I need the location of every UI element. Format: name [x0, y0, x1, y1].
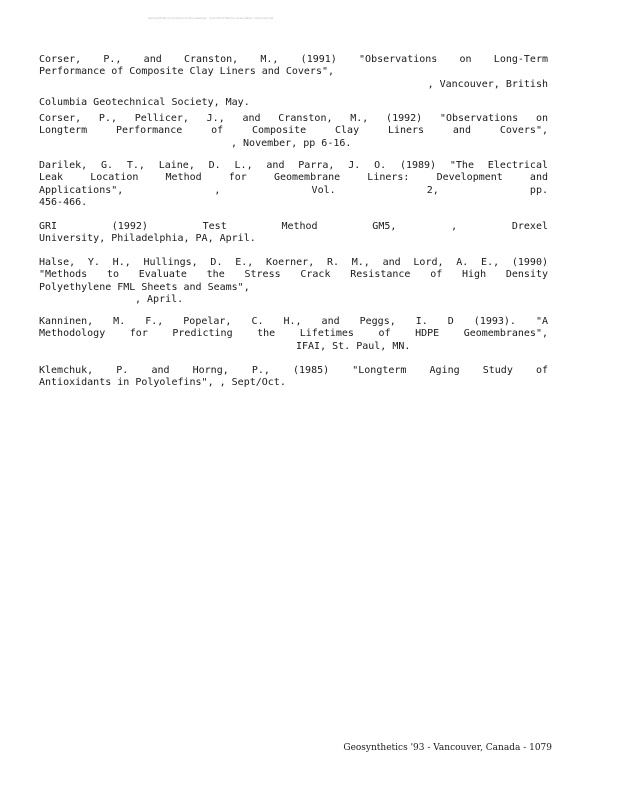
- reference-klemchuk-1985: [39, 365, 548, 390]
- reference-line: , November, pp 6-16.: [231, 137, 352, 149]
- reference-line: GRI (1992) Test Method GM5, , Drexel: [39, 221, 548, 232]
- reference-corser-1991: [39, 54, 548, 110]
- reference-line: IFAI, St. Paul, MN.: [296, 340, 411, 352]
- reference-line: Leak Location Method for Geomembrane Liners: Development and: [39, 172, 548, 184]
- reference-line: Applications", , Vol. 2, pp.: [39, 184, 548, 196]
- reference-line: Darilek, G. T., Laine, D. L., and Parra, J. O. (1989) "The Electrical: [39, 160, 548, 171]
- reference-line: Polyethylene FML Sheets and Seams",: [39, 281, 250, 293]
- reference-halse-1990: [39, 257, 548, 307]
- reference-line: Corser, P., Pellicer, J., and Cranston, M., (1992) "Observations on: [39, 113, 548, 124]
- reference-line: Methodology for Predicting the Lifetimes of HDPE Geomembranes",: [39, 328, 548, 340]
- reference-line: Klemchuk, P. and Horng, P., (1985) "Longterm Aging Study of: [39, 365, 548, 376]
- reference-line: Longterm Performance of Composite Clay Liners and Covers",: [39, 125, 548, 137]
- reference-corser-1992: [39, 113, 548, 150]
- reference-line: Kanninen, M. F., Popelar, C. H., and Peggs, I. D (1993). "A: [39, 316, 548, 327]
- reference-gri-1992: [39, 221, 548, 246]
- reference-line: University, Philadelphia, PA, April.: [39, 233, 256, 245]
- reference-line: Antioxidants in Polyolefins", , Sept/Oct.: [39, 377, 286, 389]
- reference-line: Corser, P., and Cranston, M., (1991) "Observations on Long-Term: [39, 54, 548, 65]
- reference-line: , Vancouver, British: [427, 78, 548, 90]
- page-footer: Geosynthetics '93 - Vancouver, Canada - 1079: [343, 743, 552, 753]
- reference-kanninen-1993: [39, 316, 548, 353]
- reference-line: Performance of Composite Clay Liners and Covers",: [39, 66, 335, 78]
- reference-line: , April.: [135, 294, 184, 306]
- reference-line: Columbia Geotechnical Society, May.: [39, 97, 250, 109]
- reference-line: Halse, Y. H., Hullings, D. E., Koerner, R. M., and Lord, A. E., (1990): [39, 257, 548, 268]
- reference-line: "Methods to Evaluate the Stress Crack Resistance of High Density: [39, 269, 548, 281]
- reference-darilek-1989: [39, 160, 548, 210]
- reference-line: 456-466.: [39, 197, 88, 209]
- header-stamp: Geosynthetics Conference Proceedings - Industrial Fabrics Association International: [148, 16, 274, 20]
